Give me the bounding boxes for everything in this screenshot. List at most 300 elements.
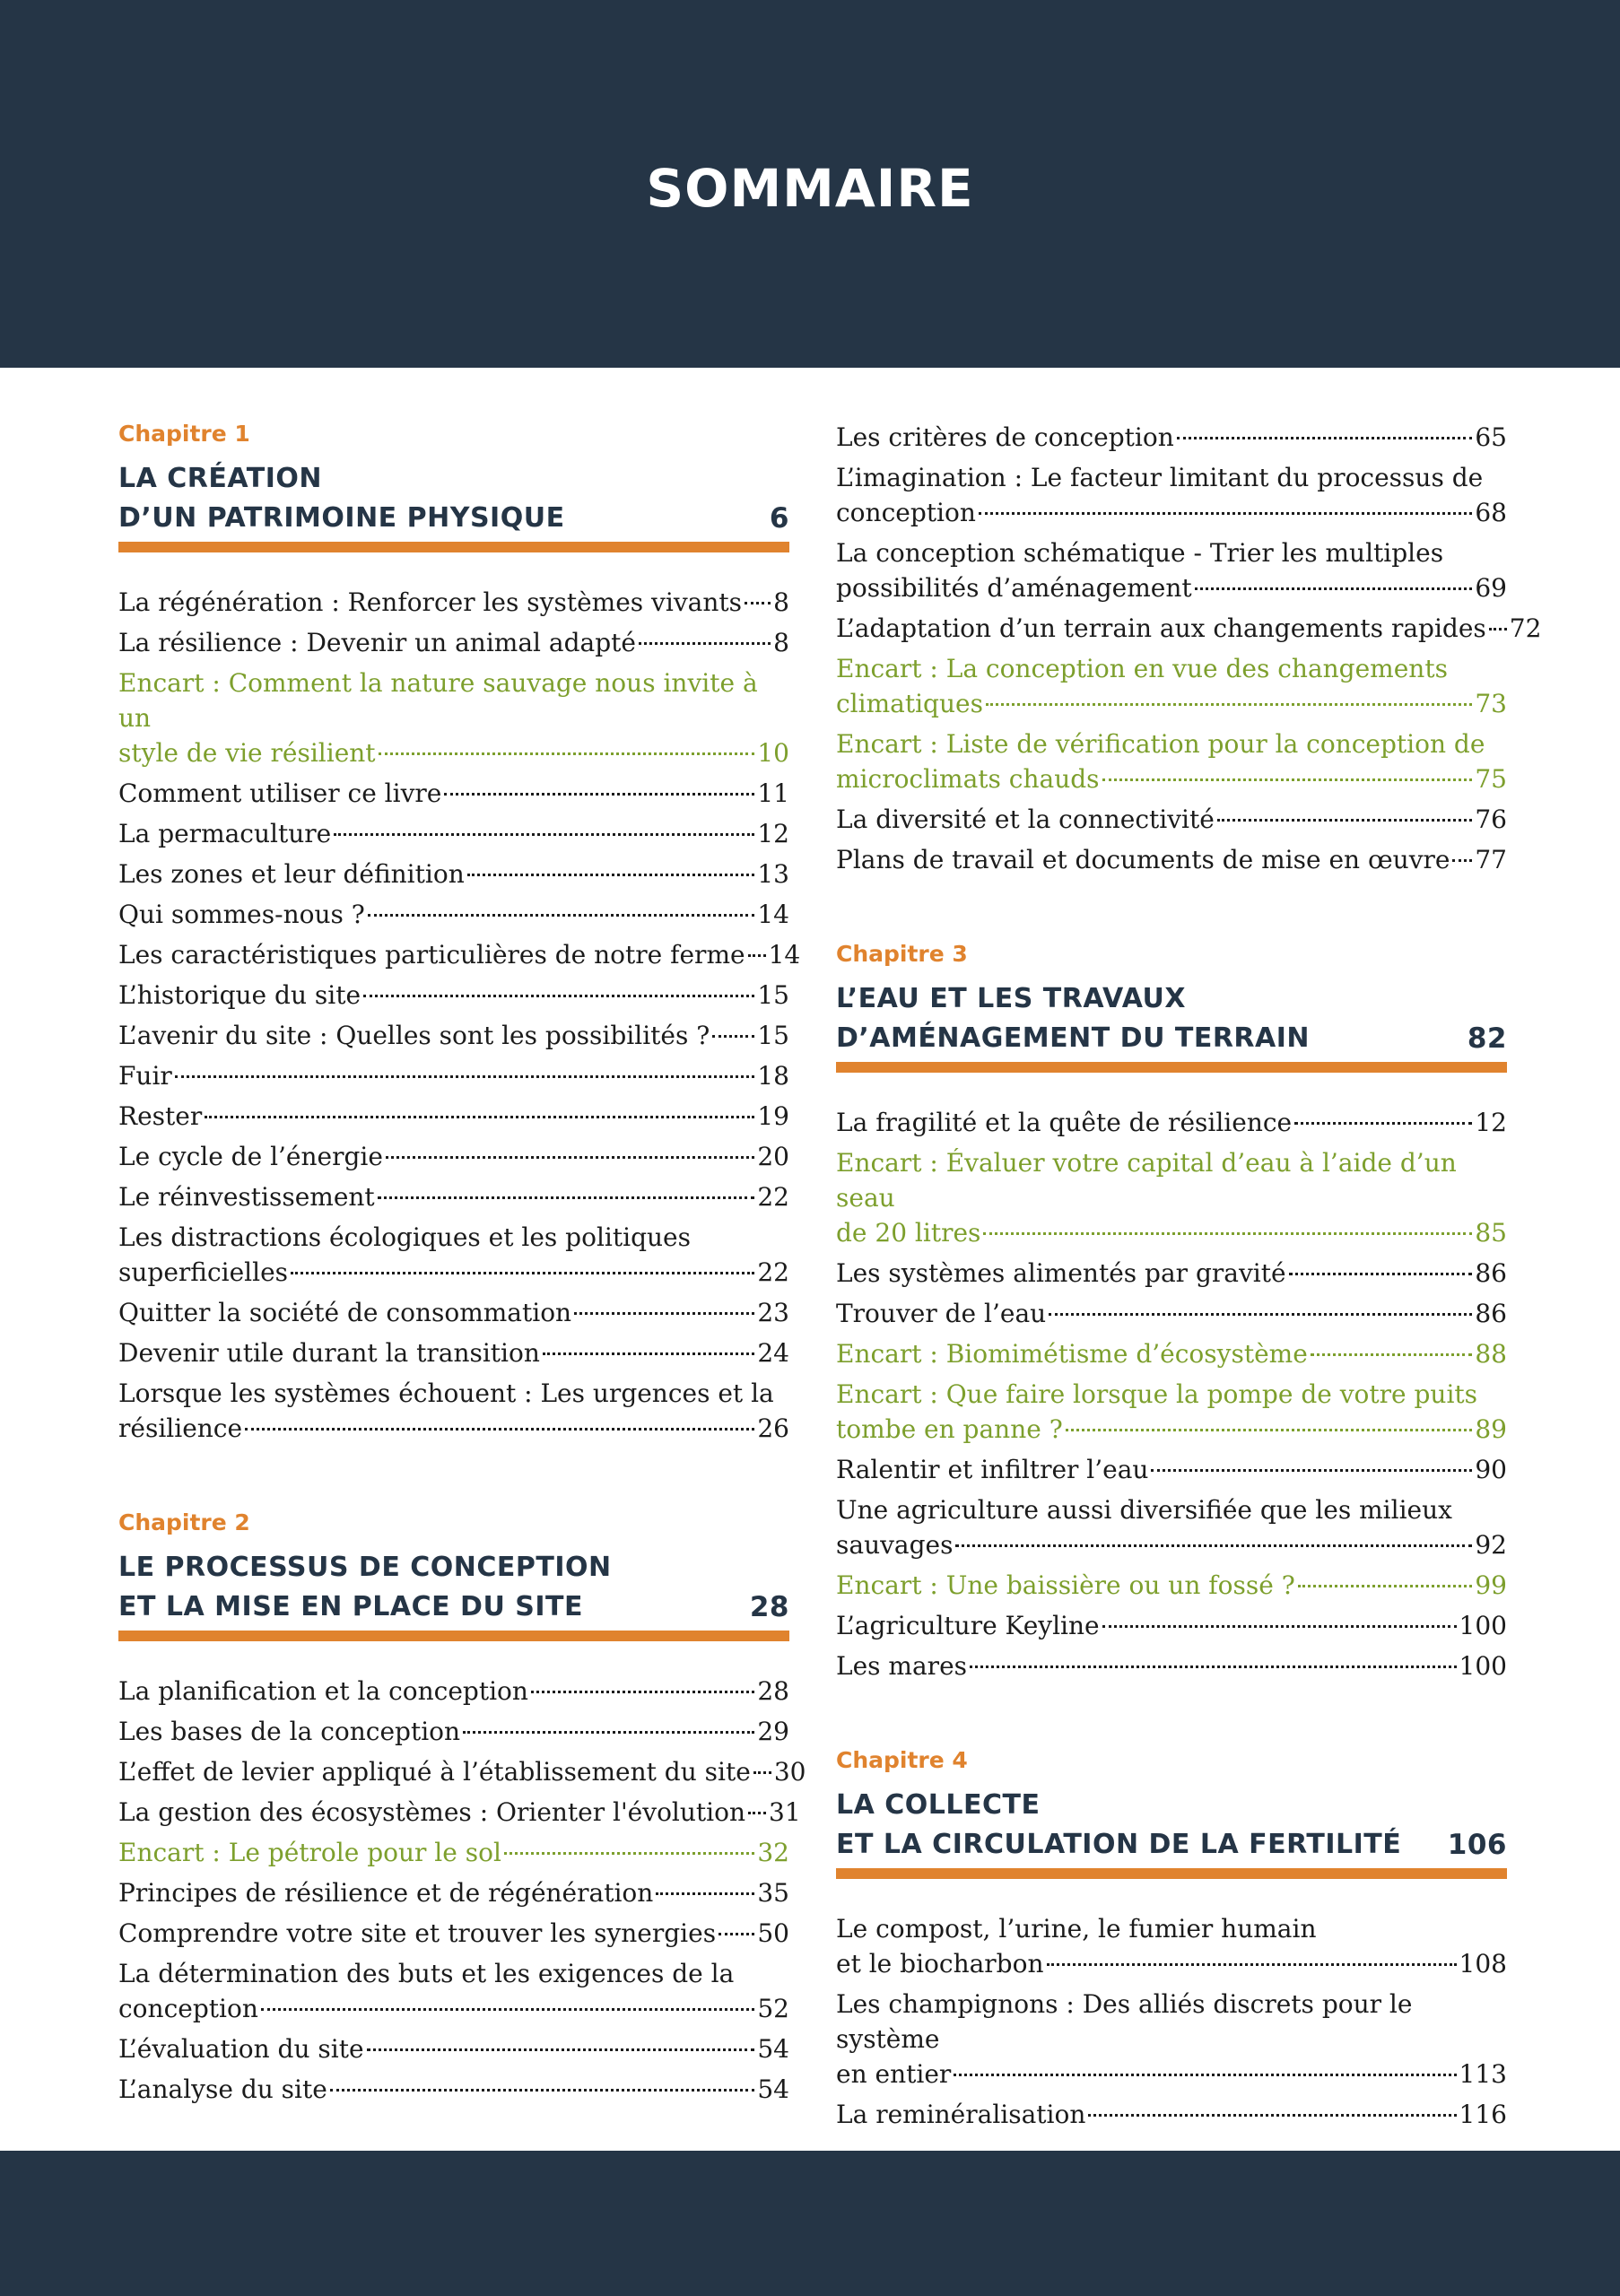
chapter-heading[interactable]	[118, 459, 789, 552]
toc-entry[interactable]	[118, 1916, 789, 1951]
chapter-title-line: D’AMÉNAGEMENT DU TERRAIN	[836, 1022, 1311, 1054]
dot-leader	[1047, 1963, 1457, 1966]
entry-title-line: Encart : Évaluer votre capital d’eau à l’aide d’un seau	[836, 1148, 1457, 1213]
encart-entry[interactable]	[118, 665, 789, 770]
entry-title: résilience	[118, 1413, 243, 1443]
entry-page-number: 12	[757, 819, 789, 848]
toc-entry[interactable]	[118, 1335, 789, 1370]
entry-page-number: 11	[757, 778, 789, 808]
toc-entry[interactable]	[118, 978, 789, 1013]
dot-leader	[467, 874, 755, 876]
entry-row	[118, 816, 789, 851]
entry-page-number: 88	[1475, 1339, 1507, 1369]
entry-row	[836, 1256, 1507, 1291]
entry-page-number: 75	[1475, 764, 1507, 794]
dot-leader	[954, 2074, 1456, 2076]
dot-leader	[1289, 1273, 1473, 1275]
entry-row	[836, 570, 1507, 605]
entry-title: La gestion des écosystèmes : Orienter l'évolution	[118, 1797, 746, 1827]
entry-row	[118, 1916, 789, 1951]
entry-title: Les bases de la conception	[118, 1717, 461, 1746]
entry-title: Encart : Le pétrole pour le sol	[118, 1838, 501, 1867]
entry-row	[118, 1714, 789, 1749]
entry-page-number: 72	[1509, 613, 1542, 643]
dot-leader	[1088, 2114, 1456, 2117]
entry-row	[836, 420, 1507, 455]
entry-page-number: 22	[757, 1182, 789, 1212]
entry-page-number: 77	[1475, 845, 1507, 874]
entry-row	[836, 2097, 1507, 2132]
toc-entry[interactable]	[836, 420, 1507, 455]
dot-leader	[363, 995, 754, 997]
entry-title: Fuir	[118, 1061, 172, 1091]
chapter-title	[836, 1786, 1401, 1865]
entry-row	[836, 1412, 1507, 1447]
left-column	[118, 420, 806, 2170]
entry-row	[118, 1018, 789, 1053]
entry-title: sauvages	[836, 1530, 954, 1560]
entry-row	[836, 802, 1507, 837]
entry-page-number: 92	[1475, 1530, 1507, 1560]
dot-leader	[368, 914, 755, 917]
entry-title-line: Les distractions écologiques et les politiques	[118, 1222, 691, 1252]
toc-entry[interactable]	[118, 1754, 806, 1789]
entry-title: de 20 litres	[836, 1218, 981, 1248]
entry-row	[118, 1411, 789, 1446]
entry-page-number: 65	[1475, 422, 1507, 452]
entry-row	[836, 1568, 1507, 1603]
toc-entry[interactable]	[118, 2031, 789, 2066]
entry-page-number: 89	[1475, 1414, 1507, 1444]
entry-row	[836, 1946, 1507, 1981]
entry-title-line: Les champignons : Des alliés discrets pour le système	[836, 1989, 1413, 2054]
entry-title: L’analyse du site	[118, 2074, 327, 2104]
entry-title-line: L’imagination : Le facteur limitant du processus de	[836, 463, 1484, 492]
entry-page-number: 35	[757, 1878, 789, 1908]
entry-title-line: Une agriculture aussi diversifiée que les milieux	[836, 1495, 1452, 1525]
toc-entry[interactable]	[836, 1256, 1507, 1291]
entry-page-number: 73	[1475, 689, 1507, 718]
toc-entry[interactable]	[118, 937, 801, 972]
entry-page-number: 14	[768, 940, 801, 970]
dot-leader	[1066, 1429, 1473, 1431]
chapter-title-line: ET LA CIRCULATION DE LA FERTILITÉ	[836, 1829, 1402, 1860]
dot-leader	[748, 1812, 766, 1814]
chapter-label: Chapitre 1	[118, 421, 250, 447]
entry-title: L’historique du site	[118, 980, 361, 1010]
entry-page-number: 14	[757, 900, 789, 929]
entry-page-number: 108	[1459, 1949, 1507, 1979]
entry-title: climatiques	[836, 689, 983, 718]
entry-title: L’agriculture Keyline	[836, 1611, 1100, 1640]
entry-page-number: 20	[757, 1142, 789, 1171]
dot-leader	[504, 1852, 754, 1855]
entry-row	[836, 761, 1507, 796]
entry-title: Plans de travail et documents de mise en œuvre	[836, 845, 1450, 874]
entry-row	[836, 2057, 1507, 2092]
entry-row	[118, 625, 789, 660]
entry-row	[118, 978, 789, 1013]
entry-title: et le biocharbon	[836, 1949, 1044, 1979]
dot-leader	[205, 1116, 754, 1118]
toc-entry[interactable]	[118, 1376, 789, 1446]
entry-row	[836, 1215, 1507, 1250]
entry-title: L’effet de levier appliqué à l’établissement du site	[118, 1757, 751, 1787]
dot-leader	[261, 2008, 755, 2011]
chapter-page-number: 28	[749, 1591, 789, 1623]
entry-title: possibilités d’aménagement	[836, 573, 1192, 603]
entry-row	[836, 1608, 1507, 1643]
entry-row	[118, 1991, 789, 2026]
header-band	[0, 0, 1620, 368]
entry-title: Comprendre votre site et trouver les synergies	[118, 1918, 717, 1948]
chapter-2-continued	[836, 420, 1542, 877]
entry-title: en entier	[836, 2059, 952, 2089]
entry-page-number: 18	[757, 1061, 789, 1091]
entry-title: La régénération : Renforcer les systèmes vivants	[118, 587, 742, 617]
entry-title: L’avenir du site : Quelles sont les possibilités ?	[118, 1021, 710, 1050]
entry-page-number: 19	[757, 1101, 789, 1131]
entry-row	[836, 1296, 1507, 1331]
entry-row	[118, 1875, 789, 1910]
entry-page-number: 23	[757, 1298, 789, 1327]
entry-title: Comment utiliser ce livre	[118, 778, 442, 808]
entry-page-number: 10	[757, 738, 789, 768]
chapter-page-number: 6	[769, 502, 789, 535]
entry-row	[118, 1255, 789, 1290]
entry-title: La résilience : Devenir un animal adapté	[118, 628, 636, 657]
entry-title: L’adaptation d’un terrain aux changements rapides	[836, 613, 1486, 643]
dot-leader	[543, 1352, 754, 1355]
entry-row	[118, 897, 789, 932]
entry-title: Quitter la société de consommation	[118, 1298, 572, 1327]
chapter-section	[836, 940, 1507, 1683]
entry-page-number: 116	[1459, 2100, 1507, 2129]
toc-entry[interactable]	[836, 842, 1507, 877]
entry-title: microclimats chauds	[836, 764, 1100, 794]
toc-entry[interactable]	[118, 1099, 789, 1134]
entry-title-line: Encart : La conception en vue des changements	[836, 654, 1448, 683]
chapter-label: Chapitre 2	[118, 1509, 250, 1535]
entry-page-number: 90	[1475, 1455, 1507, 1484]
entry-page-number: 24	[757, 1338, 789, 1368]
dot-leader	[531, 1691, 754, 1693]
chapter-title-line: LA CRÉATION	[118, 463, 323, 494]
entry-row	[118, 1754, 806, 1789]
chapter-title-line: LE PROCESSUS DE CONCEPTION	[118, 1552, 612, 1583]
entry-title: Le réinvestissement	[118, 1182, 375, 1212]
entry-page-number: 22	[757, 1257, 789, 1287]
chapter-section	[836, 1746, 1507, 2132]
toc-entry[interactable]	[836, 2097, 1507, 2132]
entry-title-line: Le compost, l’urine, le fumier humain	[836, 1914, 1317, 1944]
entry-page-number: 26	[757, 1413, 789, 1443]
entry-page-number: 100	[1459, 1651, 1507, 1681]
entry-title: La fragilité et la quête de résilience	[836, 1108, 1293, 1137]
toc-entry[interactable]	[118, 1179, 789, 1214]
toc-entry[interactable]	[118, 1875, 789, 1910]
toc-entry[interactable]	[836, 1648, 1507, 1683]
dot-leader	[979, 512, 1473, 515]
dot-leader	[367, 2048, 755, 2051]
entry-page-number: 28	[757, 1676, 789, 1706]
toc-entry[interactable]	[836, 611, 1542, 646]
chapter-heading[interactable]	[836, 979, 1507, 1073]
chapter-title-line: LA COLLECTE	[836, 1789, 1041, 1821]
entry-page-number: 15	[757, 980, 789, 1010]
entry-page-number: 13	[757, 859, 789, 889]
entry-row	[836, 686, 1507, 721]
chapter-heading[interactable]	[118, 1548, 789, 1641]
entry-row	[118, 1674, 789, 1709]
dot-leader	[986, 703, 1472, 706]
encart-entry[interactable]	[836, 1568, 1507, 1603]
entry-page-number: 54	[757, 2074, 789, 2104]
dot-leader	[1177, 437, 1473, 439]
chapter-page-number: 106	[1447, 1829, 1507, 1861]
chapter-section	[118, 1509, 806, 2107]
entry-title: Ralentir et infiltrer l’eau	[836, 1455, 1149, 1484]
entry-row	[118, 2031, 789, 2066]
dot-leader	[1294, 1122, 1472, 1125]
entry-title: Rester	[118, 1101, 203, 1131]
entry-title: Principes de résilience et de régénération	[118, 1878, 654, 1908]
entry-row	[118, 1295, 789, 1330]
chapter-section	[118, 420, 801, 1446]
entry-page-number: 68	[1475, 498, 1507, 527]
entry-title: conception	[118, 1994, 258, 2023]
toc-entry[interactable]	[118, 585, 789, 620]
entry-page-number: 12	[1475, 1108, 1507, 1137]
entry-page-number: 113	[1459, 2059, 1507, 2089]
entry-page-number: 8	[773, 587, 789, 617]
dot-leader	[1049, 1313, 1472, 1316]
dot-leader	[330, 2089, 755, 2092]
dot-leader	[1452, 859, 1472, 862]
entry-row	[118, 1835, 789, 1870]
dot-leader	[463, 1731, 754, 1734]
entry-title: superficielles	[118, 1257, 289, 1287]
dot-leader	[574, 1312, 754, 1315]
toc-entry[interactable]	[836, 1492, 1507, 1562]
dot-leader	[639, 642, 771, 645]
entry-row	[118, 1179, 789, 1214]
dot-leader	[1217, 819, 1473, 822]
toc-entry[interactable]	[836, 802, 1507, 837]
encart-entry[interactable]	[836, 726, 1507, 796]
entry-row	[118, 1139, 789, 1174]
dot-leader	[1195, 587, 1473, 590]
dot-leader	[1311, 1353, 1473, 1356]
entry-page-number: 30	[773, 1757, 806, 1787]
chapter-title-line: D’UN PATRIMOINE PHYSIQUE	[118, 502, 565, 534]
dot-leader	[955, 1544, 1472, 1547]
entry-row	[118, 1099, 789, 1134]
chapter-label: Chapitre 4	[836, 1747, 968, 1773]
entry-row	[836, 842, 1507, 877]
entry-title: La planification et la conception	[118, 1676, 528, 1706]
dot-leader	[334, 833, 754, 836]
dot-leader	[983, 1232, 1472, 1235]
dot-leader	[1298, 1585, 1473, 1587]
chapter-entries	[118, 585, 801, 1446]
toc-entry[interactable]	[836, 460, 1507, 530]
entry-row	[836, 1648, 1507, 1683]
continued-entries	[836, 420, 1542, 877]
dot-leader	[712, 1035, 754, 1038]
toc-entry[interactable]	[836, 1452, 1507, 1487]
entry-row	[118, 2072, 789, 2107]
entry-page-number: 52	[757, 1994, 789, 2023]
toc-entry[interactable]	[118, 1018, 789, 1053]
entry-title: La reminéralisation	[836, 2100, 1086, 2129]
dot-leader	[1489, 628, 1507, 631]
chapter-title	[836, 979, 1310, 1058]
entry-title: Les mares	[836, 1651, 968, 1681]
right-column	[836, 420, 1542, 2195]
entry-title: conception	[836, 498, 976, 527]
dot-leader	[291, 1272, 754, 1274]
entry-page-number: 50	[757, 1918, 789, 1948]
entry-page-number: 86	[1475, 1299, 1507, 1328]
entry-row	[118, 585, 789, 620]
entry-title: tombe en panne ?	[836, 1414, 1063, 1444]
entry-row	[118, 735, 789, 770]
chapter-label: Chapitre 3	[836, 941, 968, 967]
dot-leader	[378, 1196, 755, 1199]
entry-page-number: 8	[773, 628, 789, 657]
entry-title: Devenir utile durant la transition	[118, 1338, 540, 1368]
chapter-entries	[118, 1674, 806, 2107]
toc-entry[interactable]	[836, 1987, 1507, 2092]
dot-leader	[245, 1428, 754, 1431]
dot-leader	[175, 1075, 755, 1078]
chapter-heading[interactable]	[836, 1786, 1507, 1879]
entry-row	[118, 937, 801, 972]
entry-title-line: La conception schématique - Trier les multiples	[836, 538, 1444, 568]
encart-entry[interactable]	[836, 1336, 1507, 1371]
chapter-title-line: L’EAU ET LES TRAVAUX	[836, 983, 1186, 1014]
toc-entry[interactable]	[118, 1139, 789, 1174]
encart-entry[interactable]	[836, 651, 1507, 721]
entry-page-number: 99	[1475, 1570, 1507, 1600]
toc-entry[interactable]	[118, 776, 789, 811]
entry-row	[836, 1452, 1507, 1487]
entry-row	[118, 776, 789, 811]
entry-title: Encart : Une baissière ou un fossé ?	[836, 1570, 1295, 1600]
footer-band	[0, 2151, 1620, 2296]
entry-row	[118, 1058, 789, 1093]
toc-entry[interactable]	[118, 1674, 789, 1709]
entry-page-number: 86	[1475, 1258, 1507, 1288]
dot-leader	[719, 1933, 754, 1935]
entry-row	[836, 1105, 1507, 1140]
entry-page-number: 54	[757, 2034, 789, 2064]
entry-title-line: La détermination des buts et les exigences de la	[118, 1959, 735, 1988]
entry-row	[836, 611, 1542, 646]
entry-title: Les systèmes alimentés par gravité	[836, 1258, 1286, 1288]
dot-leader	[386, 1156, 754, 1159]
dot-leader	[656, 1892, 754, 1895]
toc-entry[interactable]	[836, 1911, 1507, 1981]
toc-entry[interactable]	[836, 1608, 1507, 1643]
entry-title: style de vie résilient	[118, 738, 376, 768]
entry-row	[836, 1336, 1507, 1371]
entry-title-line: Encart : Liste de vérification pour la conception de	[836, 729, 1485, 759]
toc-entry[interactable]	[836, 1296, 1507, 1331]
dot-leader	[970, 1665, 1457, 1668]
entry-row	[118, 1795, 801, 1830]
entry-title: Les zones et leur définition	[118, 859, 465, 889]
toc-entry[interactable]	[118, 1058, 789, 1093]
chapter-page-number: 82	[1467, 1022, 1507, 1055]
chapter-entries	[836, 1105, 1507, 1683]
toc-entry[interactable]	[118, 2072, 789, 2107]
entry-page-number: 15	[757, 1021, 789, 1050]
entry-row	[836, 1527, 1507, 1562]
dot-leader	[1102, 1625, 1457, 1628]
dot-leader	[444, 793, 754, 796]
entry-title-line: Encart : Que faire lorsque la pompe de votre puits	[836, 1379, 1478, 1409]
toc-entry[interactable]	[118, 857, 789, 891]
entry-title: Le cycle de l’énergie	[118, 1142, 383, 1171]
entry-title: Trouver de l’eau	[836, 1299, 1047, 1328]
toc-entry[interactable]	[118, 1220, 789, 1290]
entry-page-number: 76	[1475, 804, 1507, 834]
toc-entry[interactable]	[118, 1795, 801, 1830]
entry-page-number: 100	[1459, 1611, 1507, 1640]
toc-entry[interactable]	[118, 1956, 789, 2026]
entry-row	[118, 1335, 789, 1370]
entry-title: Qui sommes-nous ?	[118, 900, 365, 929]
entry-row	[118, 857, 789, 891]
encart-entry[interactable]	[836, 1145, 1507, 1250]
toc-entry[interactable]	[836, 1105, 1507, 1140]
dot-leader	[1151, 1469, 1472, 1472]
encart-entry[interactable]	[836, 1377, 1507, 1447]
entry-page-number: 31	[769, 1797, 801, 1827]
toc-entry[interactable]	[118, 897, 789, 932]
page-title: SOMMAIRE	[646, 158, 974, 219]
dot-leader	[379, 752, 755, 755]
toc-entry[interactable]	[118, 625, 789, 660]
entry-title: Les critères de conception	[836, 422, 1174, 452]
dot-leader	[748, 954, 766, 957]
entry-title: La diversité et la connectivité	[836, 804, 1215, 834]
entry-title: Encart : Biomimétisme d’écosystème	[836, 1339, 1308, 1369]
entry-row	[836, 495, 1507, 530]
dot-leader	[753, 1771, 771, 1774]
toc-entry[interactable]	[118, 816, 789, 851]
encart-entry[interactable]	[118, 1835, 789, 1870]
toc-entry[interactable]	[118, 1295, 789, 1330]
entry-title: La permaculture	[118, 819, 332, 848]
chapter-title	[118, 1548, 612, 1627]
entry-page-number: 69	[1475, 573, 1507, 603]
entry-title-line: Lorsque les systèmes échouent : Les urgences et la	[118, 1378, 774, 1408]
toc-entry[interactable]	[836, 535, 1507, 605]
chapter-title	[118, 459, 565, 538]
dot-leader	[1102, 778, 1473, 781]
entry-page-number: 32	[757, 1838, 789, 1867]
chapter-title-line: ET LA MISE EN PLACE DU SITE	[118, 1591, 583, 1622]
dot-leader	[745, 602, 771, 604]
entry-title: Les caractéristiques particulières de notre ferme	[118, 940, 745, 970]
entry-title-line: Encart : Comment la nature sauvage nous invite à un	[118, 668, 758, 733]
entry-page-number: 29	[757, 1717, 789, 1746]
entry-title: L’évaluation du site	[118, 2034, 364, 2064]
toc-entry[interactable]	[118, 1714, 789, 1749]
